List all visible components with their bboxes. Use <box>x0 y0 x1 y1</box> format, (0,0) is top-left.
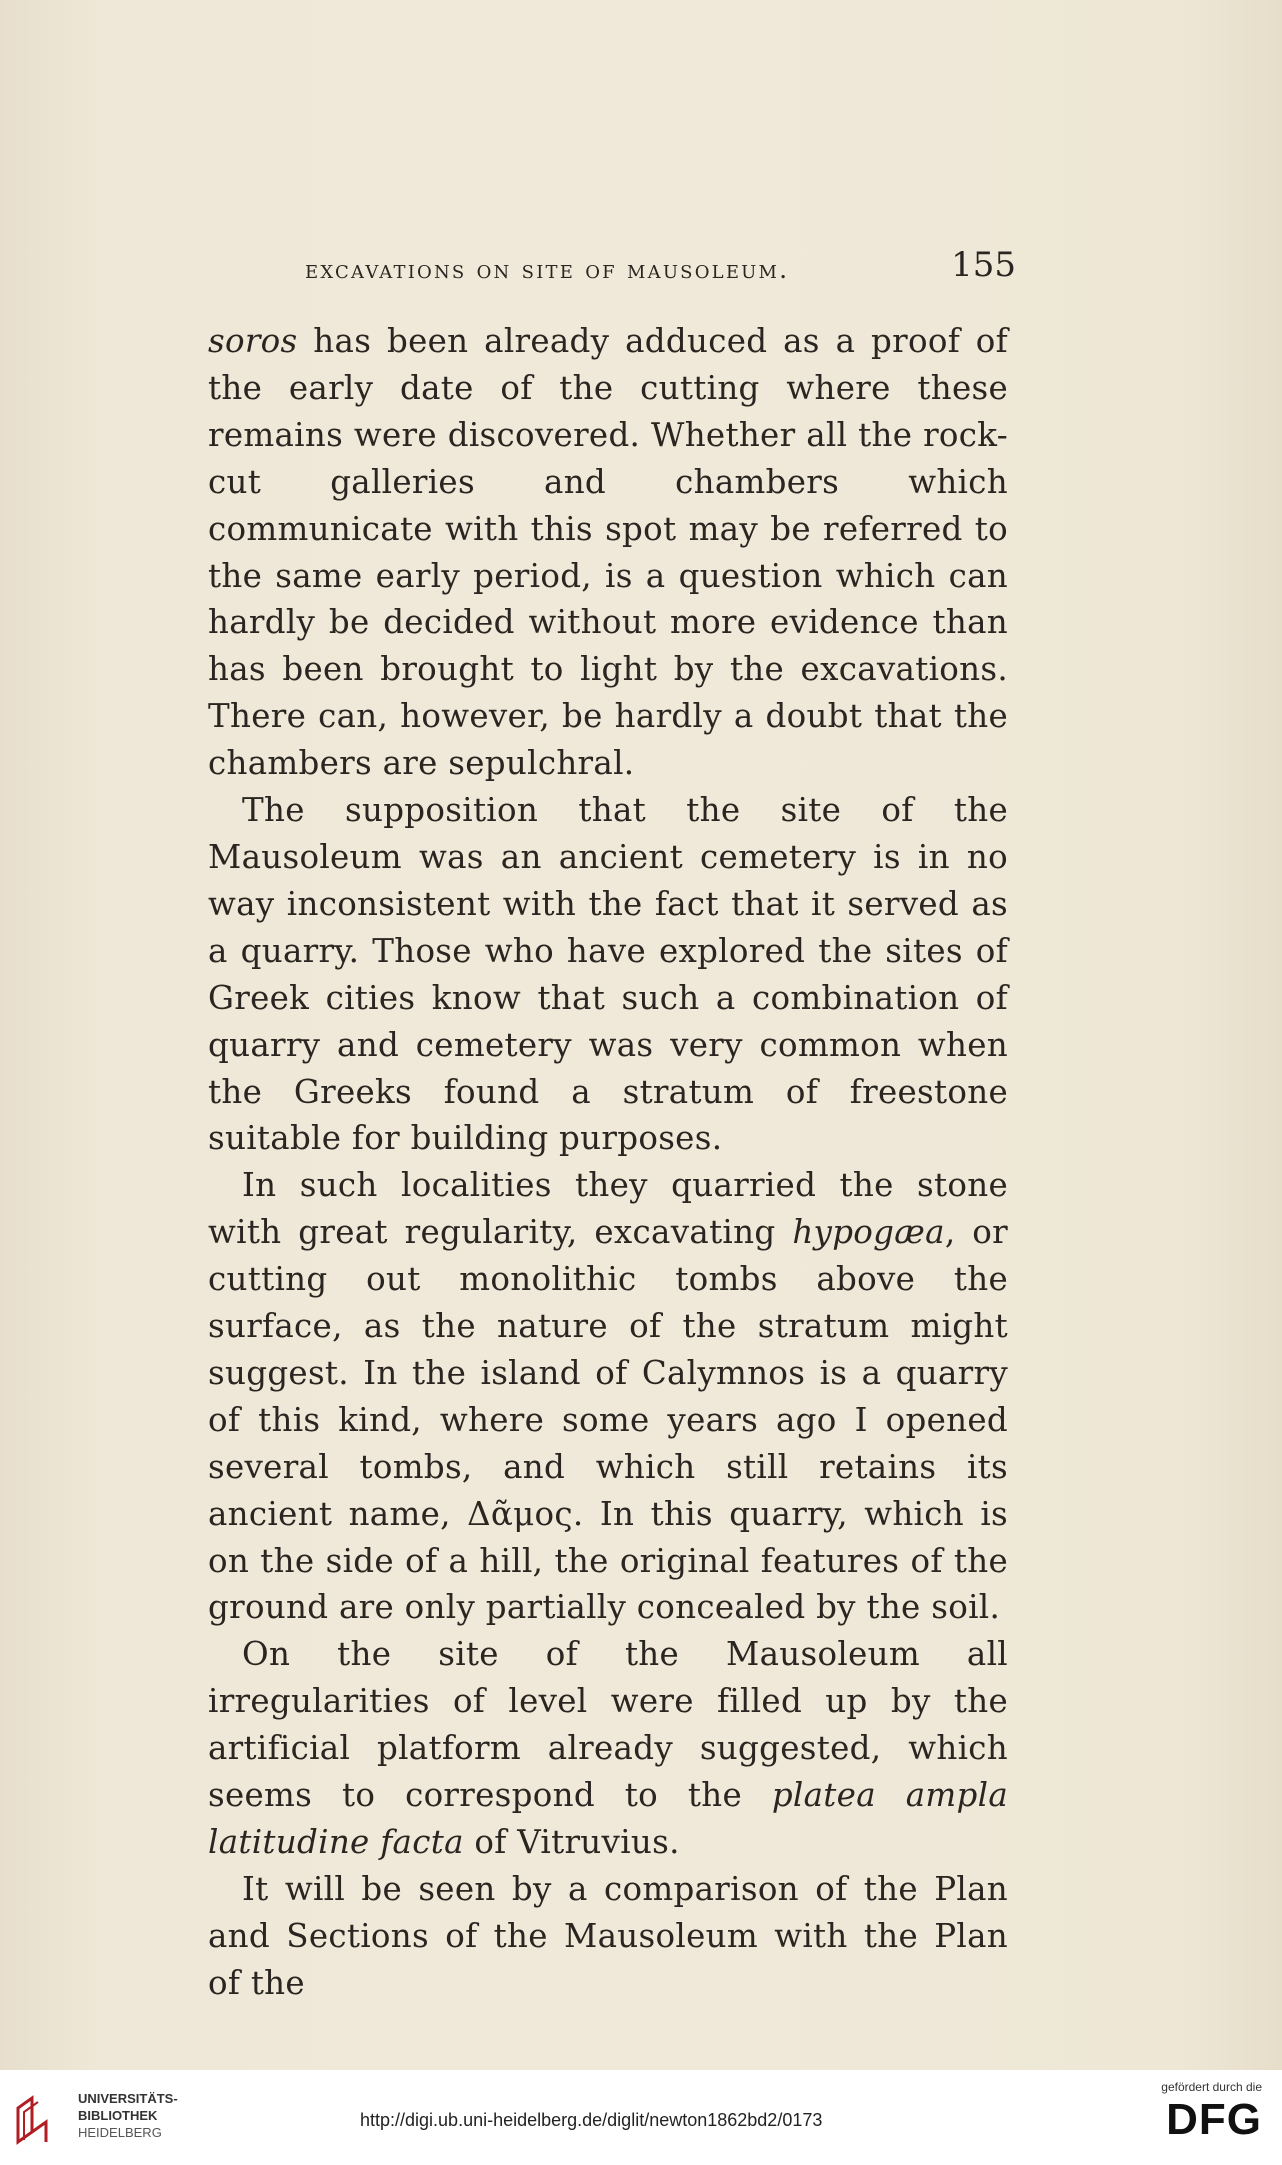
text-span: hypogæa <box>792 1213 945 1252</box>
running-title: excavations on site of mausoleum. <box>305 255 790 284</box>
library-name-line: UNIVERSITÄTS- <box>78 2091 178 2106</box>
text-span: platea ampla latitudine facta <box>208 1776 1008 1861</box>
text-span: , or cutting out monolithic tombs above the surface, as the nature of the stratum might suggest. In the island of Calymnos is a quarry of this kind, where some years ago I opened several tombs, and which still retains its ancient name, Δᾶμος. In this quarry, which is on the side of a hill, the original features of the ground are only partially concealed by the soil. <box>208 1213 1008 1627</box>
paragraph <box>208 318 1008 787</box>
text-span: On the site of the Mausoleum all irregularities of level were filled up by the artificial platform already suggested, which seems to correspond to the <box>208 1635 1008 1815</box>
library-name-line: BIBLIOTHEK <box>78 2108 158 2123</box>
text-span: soros <box>208 322 298 360</box>
library-name-line: HEIDELBERG <box>78 2125 162 2140</box>
paragraph <box>208 1631 1008 1866</box>
library-logo-icon <box>10 2090 70 2150</box>
paragraph <box>208 787 1008 1162</box>
paragraph <box>208 1162 1008 1631</box>
text-span: of Vitruvius. <box>463 1823 680 1861</box>
text-span: In such localities they quarried the stone with great regularity, excavating <box>208 1166 1008 1252</box>
running-head <box>280 245 1016 295</box>
permalink-link[interactable]: http://digi.ub.uni-heidelberg.de/diglit/newton1862bd2/0173 <box>360 2110 823 2130</box>
funder-note: gefördert durch die <box>1161 2080 1262 2094</box>
footer-bar <box>0 2070 1282 2165</box>
library-name <box>78 2090 178 2141</box>
page-number: 155 <box>951 245 1016 285</box>
text-span: The supposition that the site of the Mausoleum was an ancient cemetery is in no way inconsistent with the fact that it served as a quarry. Those who have explored the sites of Greek cities know that such a combination of quarry and cemetery was very common when the Greeks found a stratum of freestone suitable for building purposes. <box>208 791 1008 1158</box>
dfg-logo: DFG <box>1166 2095 1262 2144</box>
text-span: has been already adduced as a proof of the early date of the cutting where these remains were discovered. Whether all the rock-cut galleries and chambers which communicate with this spot may be referred to the same early period, is a question which can hardly be decided without more evidence than has been brought to light by the excavations. There can, however, be hardly a doubt that the chambers are sepulchral. <box>208 322 1008 783</box>
text-span: It will be seen by a comparison of the Plan and Sections of the Mausoleum with the Plan of the <box>208 1869 1008 2002</box>
funder-block <box>1112 2080 1262 2146</box>
paragraph <box>208 1866 1008 2007</box>
body-text <box>208 318 1008 2007</box>
